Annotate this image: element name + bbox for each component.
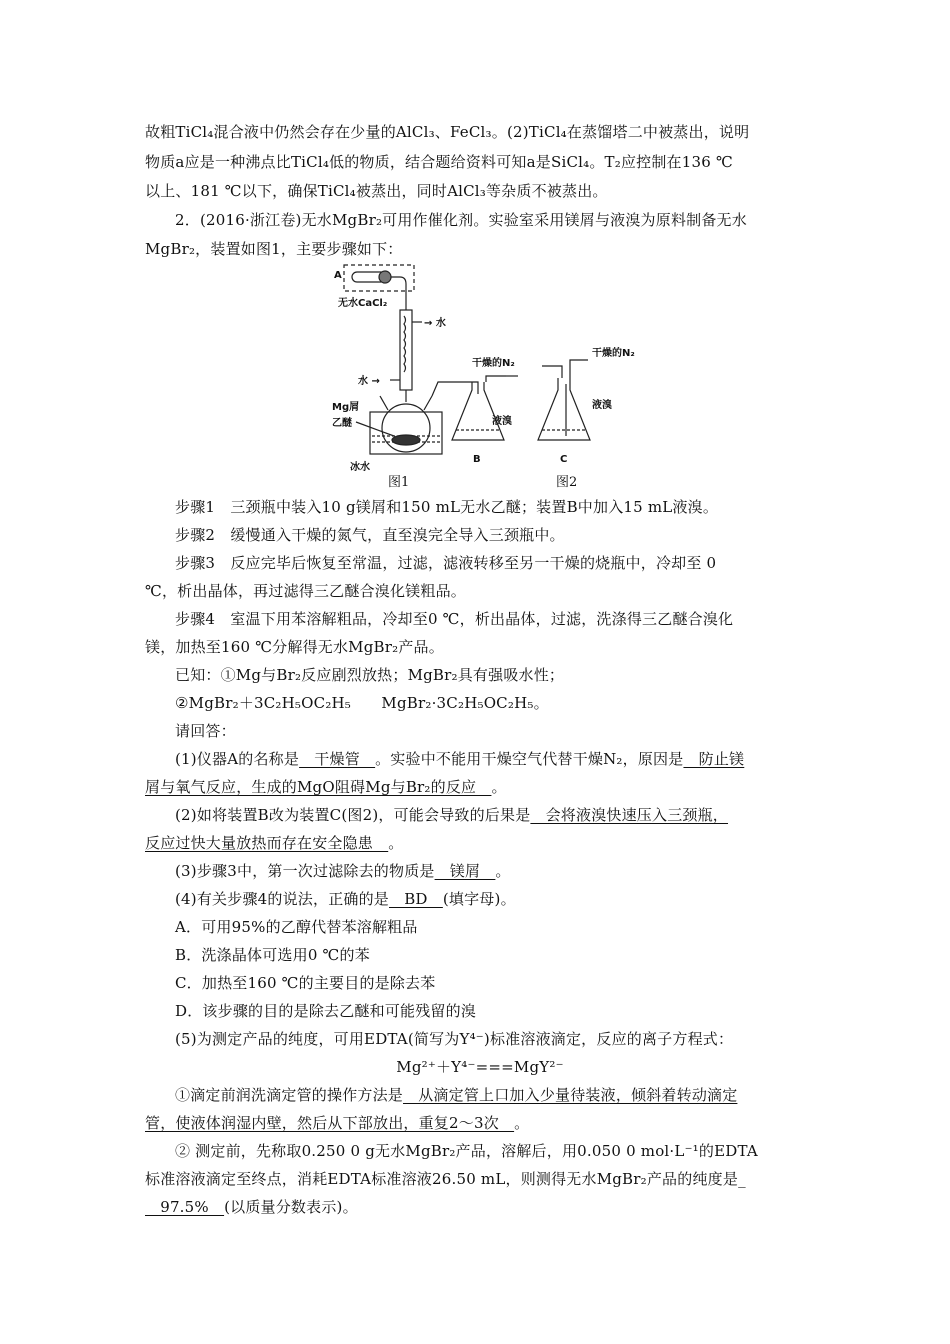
label-b: B [473, 454, 481, 465]
answer-1-line-1: (1)仪器A的名称是 干燥管 。实验中不能用干燥空气代替干燥N₂，原因是 防止镁 [175, 750, 745, 768]
label-n2-c: 干燥的N₂ [592, 348, 635, 359]
answer-2-blank-b: 反应过快大量放热而存在安全隐患 [145, 834, 389, 852]
known-1: 已知：①Mg与Br₂反应剧烈放热；MgBr₂具有强吸水性； [175, 666, 565, 684]
step-4-line-1: 步骤4 室温下用苯溶解粗品，冷却至0 ℃，析出晶体，过滤，洗涤得三乙醚合溴化 [175, 610, 734, 628]
step-2: 步骤2 缓慢通入干燥的氮气，直至溴完全导入三颈瓶中。 [175, 526, 565, 544]
intro-line-1: 故粗TiCl₄混合液中仍然会存在少量的AlCl₃、FeCl₃。(2)TiCl₄在蒸馏塔二中被蒸出，说明 [145, 123, 750, 141]
mg-turnings [392, 435, 420, 445]
answer-5-1-blank-b: 管，使液体润湿内壁，然后从下部放出，重复2～3次 [145, 1114, 515, 1132]
answer-1-blank-2a: 防止镁 [683, 750, 745, 768]
option-b: B．洗涤晶体可选用0 ℃的苯 [175, 946, 370, 964]
answer-2-line-2: 反应过快大量放热而存在安全隐患 。 [145, 834, 404, 852]
answer-5-2-blank: 97.5% [145, 1198, 225, 1216]
answer-2-blank-a: 会将液溴快速压入三颈瓶， [530, 806, 729, 824]
ice-bath [370, 412, 442, 454]
answer-5-2-line-3: 97.5% (以质量分数表示)。 [145, 1198, 358, 1216]
step-1: 步骤1 三颈瓶中装入10 g镁屑和150 mL无水乙醚；装置B中加入15 mL液溴。 [175, 498, 719, 516]
step-3-line-2: ℃，析出晶体，再过滤得三乙醚合溴化镁粗品。 [145, 582, 466, 600]
label-water-out: → 水 [424, 318, 446, 329]
label-water-in: 水 → [358, 376, 380, 387]
caption-figure-2: 图2 [556, 475, 578, 490]
question-2-line-2: MgBr₂，装置如图1，主要步骤如下： [145, 240, 403, 258]
answer-5-intro: (5)为测定产品的纯度，可用EDTA(简写为Y⁴⁻)标准溶液滴定，反应的离子方程式： [175, 1030, 734, 1048]
label-a: A [334, 270, 342, 281]
answer-1-line-2: 屑与氧气反应，生成的MgO阻碍Mg与Br₂的反应 。 [145, 778, 507, 796]
answer-5-2-line-1: ② 测定前，先称取0.250 0 g无水MgBr₂产品，溶解后，用0.050 0 mol·L⁻¹的EDTA [175, 1142, 758, 1160]
intro-line-2: 物质a应是一种沸点比TiCl₄低的物质，结合题给资料可知a是SiCl₄。T₂应控制在136 ℃ [145, 153, 733, 171]
step-3-line-1: 步骤3 反应完毕后恢复至常温，过滤，滤液转移至另一干燥的烧瓶中，冷却至 0 [175, 554, 717, 572]
label-mg: Mg屑 [332, 402, 360, 413]
answer-5-1-blank-a: 从滴定管上口加入少量待装液，倾斜着转动滴定 [403, 1086, 738, 1104]
answer-5-2-line-2: 标准溶液滴定至终点，消耗EDTA标准溶液26.50 mL，则测得无水MgBr₂产品的纯度是_ [145, 1170, 746, 1188]
drying-tube-bulb [379, 271, 391, 283]
option-c: C．加热至160 ℃的主要目的是除去苯 [175, 974, 436, 992]
label-icewater: 冰水 [350, 462, 370, 473]
intro-line-3: 以上、181 ℃以下，确保TiCl₄被蒸出，同时AlCl₃等杂质不被蒸出。 [145, 182, 608, 200]
flask-c [538, 378, 590, 440]
question-2-line-1: 2．(2016·浙江卷)无水MgBr₂可用作催化剂。实验室采用镁屑与液溴为原料制备无水 [175, 211, 747, 229]
answer-1-blank-1: 干燥管 [299, 750, 376, 768]
label-cacl2: 无水CaCl₂ [338, 298, 388, 309]
answer-5-1-line-2: 管，使液体润湿内壁，然后从下部放出，重复2～3次 。 [145, 1114, 530, 1132]
answer-1-blank-2b: 屑与氧气反应，生成的MgO阻碍Mg与Br₂的反应 [145, 778, 492, 796]
label-n2-b: 干燥的N₂ [472, 358, 515, 369]
step-4-line-2: 镁，加热至160 ℃分解得无水MgBr₂产品。 [145, 638, 444, 656]
condenser [400, 310, 412, 390]
known-2: ②MgBr₂＋3C₂H₅OC₂H₅ MgBr₂·3C₂H₅OC₂H₅。 [175, 694, 549, 712]
option-a: A．可用95%的乙醇代替苯溶解粗品 [175, 918, 418, 936]
label-ether: 乙醚 [332, 418, 352, 429]
caption-figure-1: 图1 [388, 475, 410, 490]
answer-5-1-line-1: ①滴定前润洗滴定管的操作方法是 从滴定管上口加入少量待装液，倾斜着转动滴定 [175, 1086, 738, 1104]
answer-4-blank: BD [389, 890, 443, 908]
label-br-b: 液溴 [492, 416, 512, 427]
label-c: C [560, 454, 568, 465]
answer-2-line-1: (2)如将装置B改为装置C(图2)，可能会导致的后果是 会将液溴快速压入三颈瓶， [175, 806, 729, 824]
answer-3: (3)步骤3中，第一次过滤除去的物质是 镁屑 。 [175, 862, 511, 880]
option-d: D．该步骤的目的是除去乙醚和可能残留的溴 [175, 1002, 477, 1020]
apparatus-figure [330, 260, 660, 492]
answer-4: (4)有关步骤4的说法，正确的是 BD (填字母)。 [175, 890, 516, 908]
label-br-c: 液溴 [592, 400, 612, 411]
answer-5-equation: Mg²⁺＋Y⁴⁻===MgY²⁻ [396, 1058, 564, 1076]
please-answer: 请回答： [175, 722, 236, 740]
answer-3-blank: 镁屑 [434, 862, 496, 880]
